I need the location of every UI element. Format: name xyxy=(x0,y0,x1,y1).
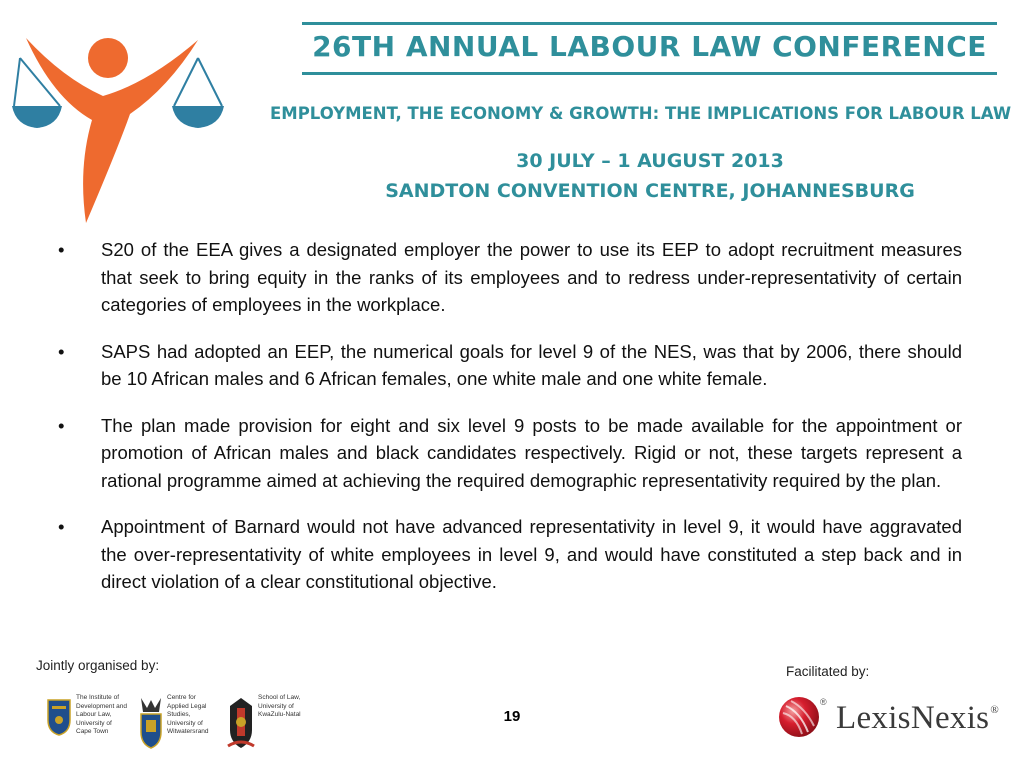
bullet-item xyxy=(58,513,962,596)
facilitated-by-label: Facilitated by: xyxy=(786,664,870,679)
partner-text: School of Law, University of KwaZulu-Natal xyxy=(258,694,301,718)
page-number: 19 xyxy=(503,708,521,725)
bullet-text: The plan made provision for eight and six level 9 posts to be made available for the appointment or promotion of African males and black candidates respectively. Rigid or not, these targets represent a rational programme aimed at achieving the required demographic representativity required by the plan. xyxy=(101,414,962,491)
conference-venue: SANDTON CONVENTION CENTRE, JOHANNESBURG xyxy=(385,180,915,202)
bullet-marker: • xyxy=(58,340,65,362)
bullet-list xyxy=(58,236,962,615)
bullet-text: SAPS had adopted an EEP, the numerical goals for level 9 of the NES, was that by 2006, there should be 10 African males and 6 African females, one white male and one white female. xyxy=(101,340,962,389)
sponsor-registered-mark: ® xyxy=(990,704,999,716)
partner-text: Centre for Applied Legal Studies, University of Witwatersrand xyxy=(167,694,209,735)
conference-theme: EMPLOYMENT, THE ECONOMY & GROWTH: THE IMPLICATIONS FOR LABOUR LAW xyxy=(270,104,1012,123)
sponsor-name xyxy=(836,700,999,737)
conference-title: 26TH ANNUAL LABOUR LAW CONFERENCE xyxy=(312,30,987,63)
jointly-organised-label: Jointly organised by: xyxy=(36,658,160,673)
uct-crest-icon xyxy=(46,696,72,736)
header-top-rule xyxy=(302,22,997,25)
registered-mark: ® xyxy=(820,697,827,707)
wits-crest-icon xyxy=(137,696,165,750)
ukzn-crest-icon xyxy=(226,696,256,750)
partner-wits xyxy=(137,692,223,750)
bullet-marker: • xyxy=(58,239,65,260)
bullet-text: Appointment of Barnard would not have advanced representativity in level 9, it would have aggravated the over-representativity of white employees in level 9, and would have constituted a step back and in direct violation of a clear constitutional objective. xyxy=(101,516,962,592)
bullet-item xyxy=(58,236,962,319)
partner-uct xyxy=(46,692,130,750)
partner-text: The Institute of Development and Labour Law, University of Cape Town xyxy=(76,694,127,735)
sponsor-name-text: LexisNexis xyxy=(836,700,990,736)
bullet-item xyxy=(58,412,962,495)
lexisnexis-sphere-icon xyxy=(778,696,820,738)
bullet-item xyxy=(58,338,962,393)
conference-logo-icon xyxy=(8,18,228,228)
header-bottom-rule xyxy=(302,72,997,75)
bullet-marker: • xyxy=(58,414,65,436)
bullet-text: S20 of the EEA gives a designated employer the power to use its EEP to adopt recruitment measures that seek to bring equity in the ranks of its employees and to redress under-representativity of certain categories of employees in the workplace. xyxy=(101,239,962,315)
partner-ukzn xyxy=(226,692,312,750)
bullet-marker: • xyxy=(58,516,65,537)
conference-dates: 30 JULY – 1 AUGUST 2013 xyxy=(516,150,784,172)
